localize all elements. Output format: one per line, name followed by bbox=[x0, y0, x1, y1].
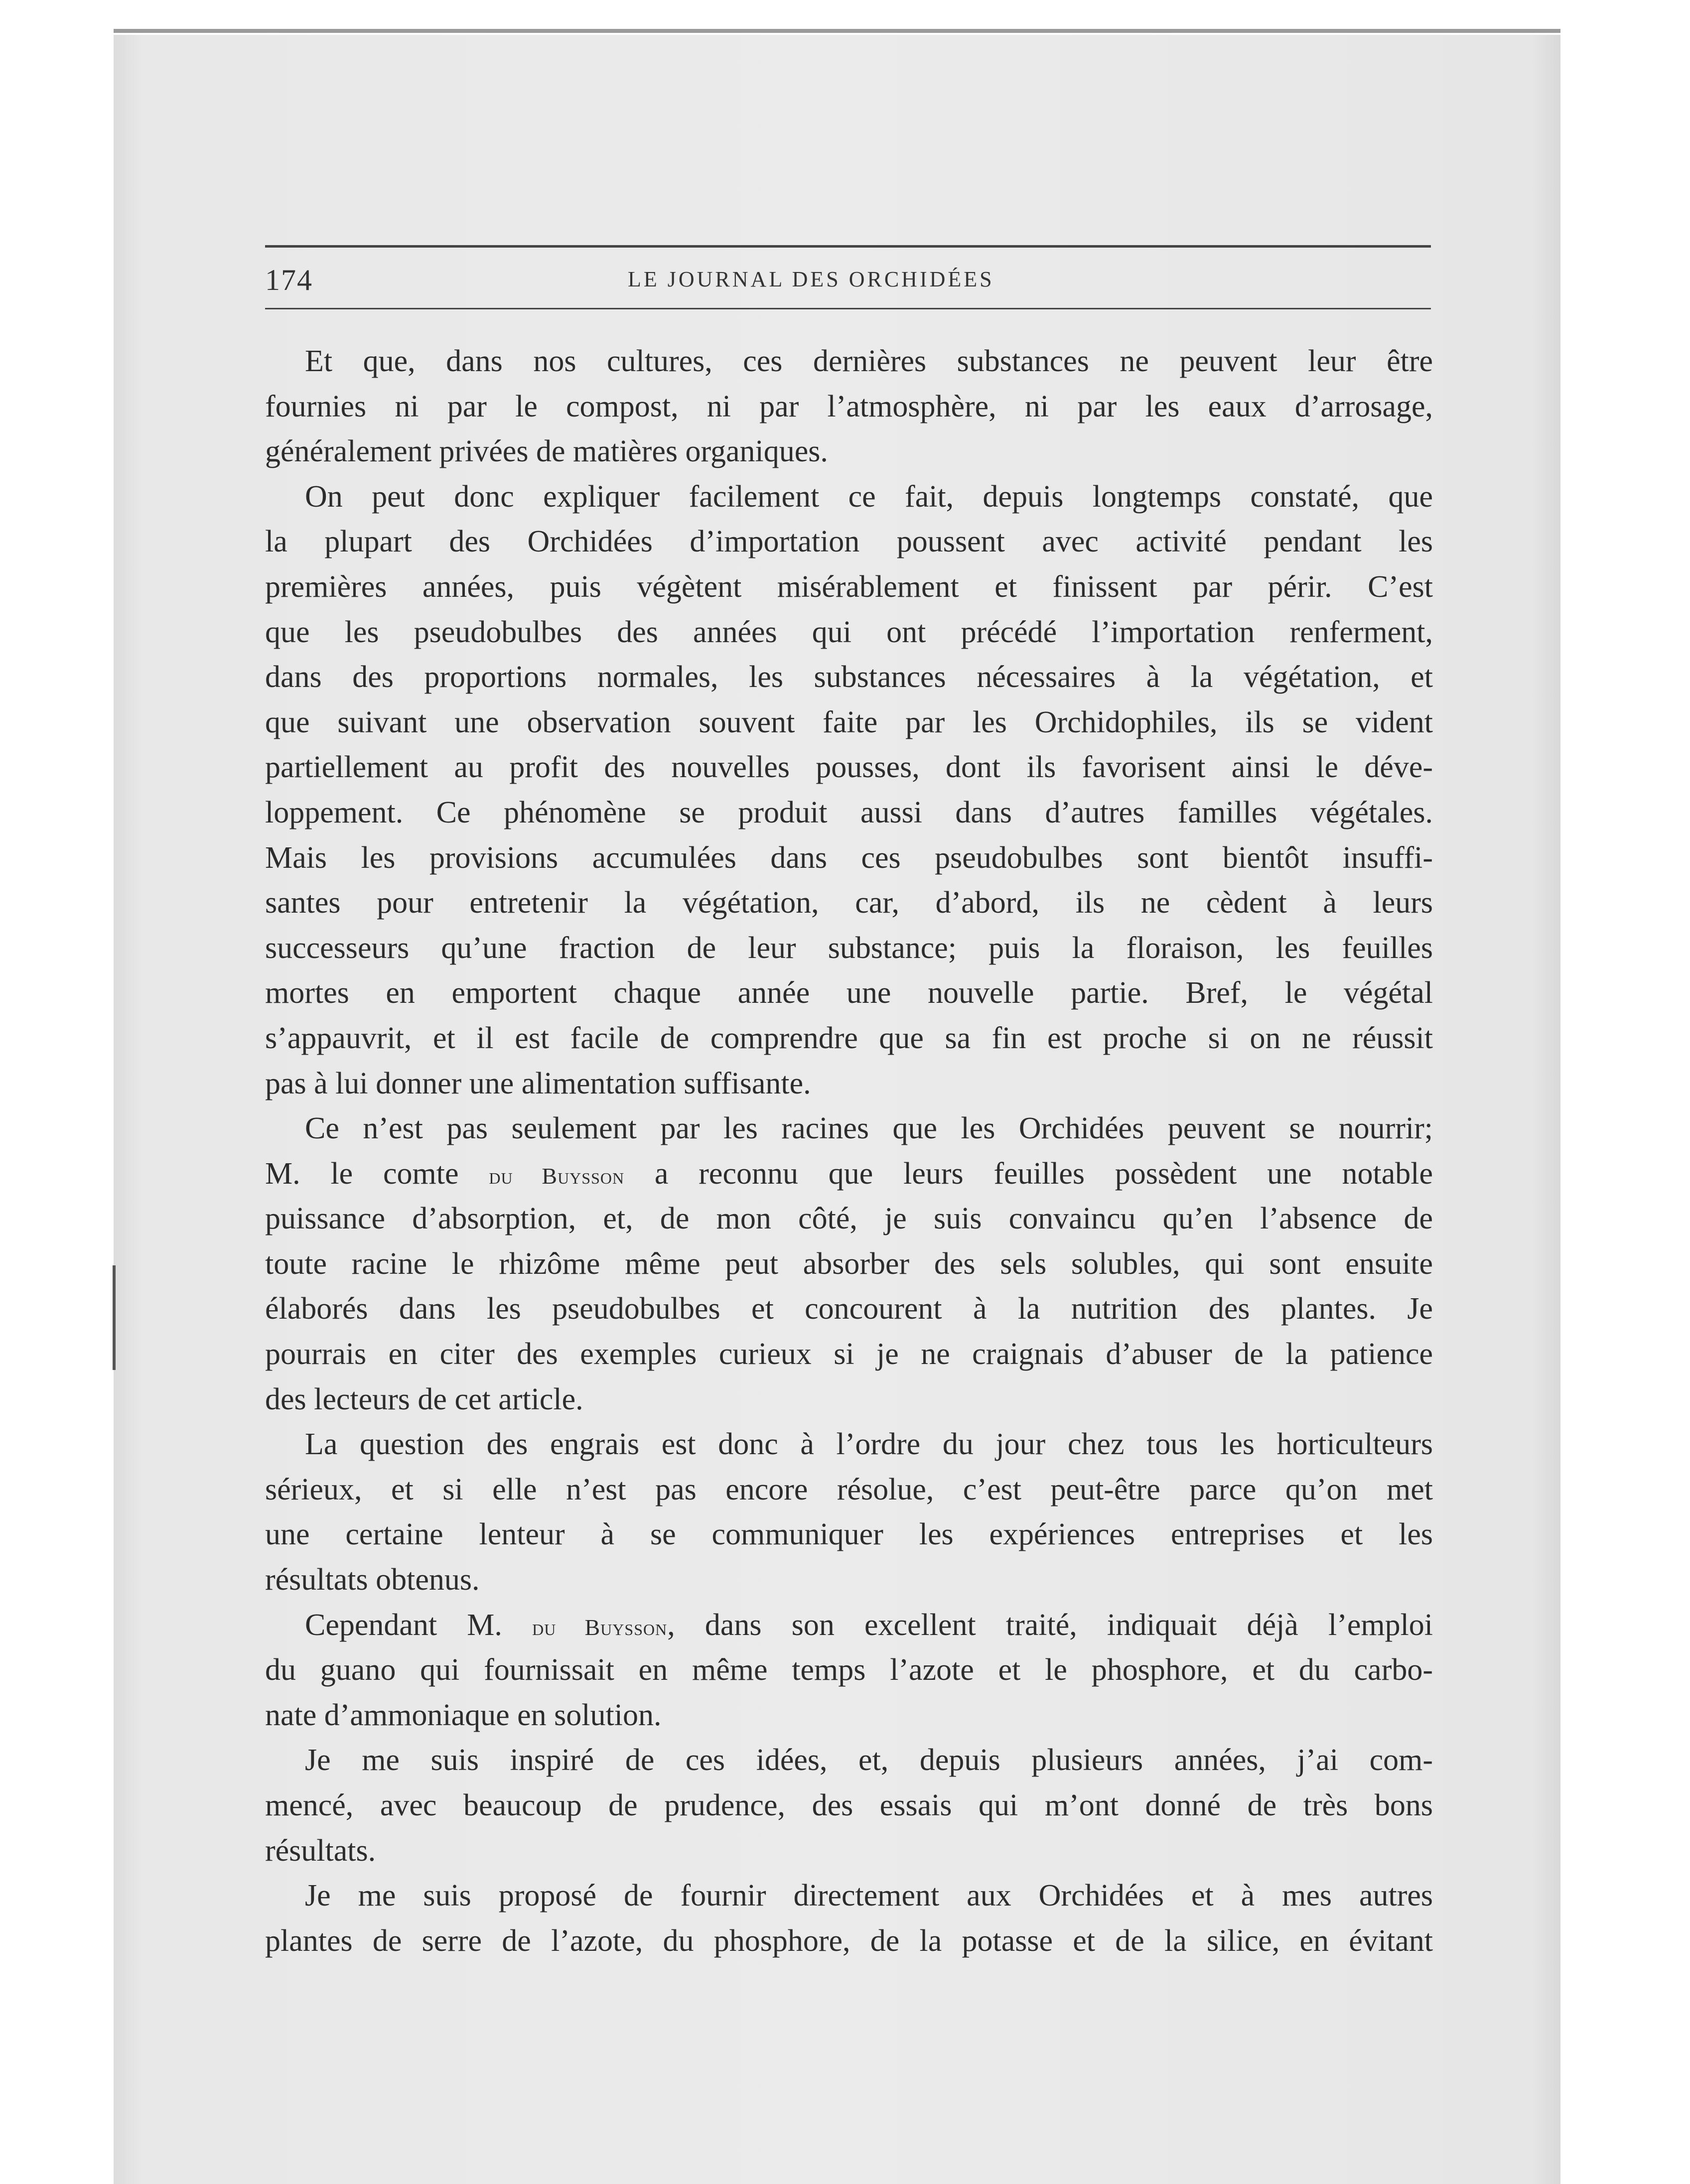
line-segment: Cependant M. bbox=[305, 1608, 533, 1642]
text-line: Et que, dans nos cultures, ces dernières substances ne peuvent leur être bbox=[305, 344, 1433, 378]
text-line: successeurs qu’une fraction de leur substance; puis la floraison, les feuilles bbox=[265, 931, 1433, 965]
text-line: On peut donc expliquer facilement ce fait, depuis longtemps constaté, que bbox=[305, 479, 1433, 514]
text-line: du guano qui fournissait en même temps l’azote et le phosphore, et du carbo- bbox=[265, 1653, 1433, 1687]
line-segment: , dans son excellent traité, indiquait déjà l’emploi bbox=[667, 1608, 1433, 1642]
scan-edge-mark bbox=[113, 1265, 116, 1370]
text-line: résultats obtenus. bbox=[265, 1563, 480, 1597]
line-segment: M. le comte bbox=[265, 1156, 489, 1191]
author-name-smallcaps: du Buysson bbox=[532, 1614, 668, 1640]
body-text bbox=[265, 339, 1433, 1963]
text-line: pourrais en citer des exemples curieux si je ne craignais d’abuser de la patience bbox=[265, 1337, 1433, 1371]
text-line: mortes en emportent chaque année une nouvelle partie. Bref, le végétal bbox=[265, 976, 1433, 1010]
text-line: sérieux, et si elle n’est pas encore résolue, c’est peut-être parce qu’on met bbox=[265, 1472, 1433, 1506]
text-line: élaborés dans les pseudobulbes et concourent à la nutrition des plantes. Je bbox=[265, 1292, 1433, 1326]
text-line: fournies ni par le compost, ni par l’atmosphère, ni par les eaux d’arrosage, bbox=[265, 389, 1433, 423]
line-segment: a reconnu que leurs feuilles possèdent une notable bbox=[624, 1156, 1433, 1191]
text-line: nate d’ammoniaque en solution. bbox=[265, 1698, 662, 1732]
text-line: une certaine lenteur à se communiquer les expériences entreprises et les bbox=[265, 1517, 1433, 1552]
author-name-smallcaps: du Buysson bbox=[489, 1163, 625, 1189]
text-line: Je me suis proposé de fournir directement aux Orchidées et à mes autres bbox=[305, 1879, 1433, 1913]
text-line: Ce n’est pas seulement par les racines que les Orchidées peuvent se nourrir; bbox=[305, 1111, 1433, 1146]
text-line: santes pour entretenir la végétation, car, d’abord, ils ne cèdent à leurs bbox=[265, 886, 1433, 920]
scan-top-edge bbox=[114, 29, 1560, 33]
text-line: La question des engrais est donc à l’ordre du jour chez tous les horticulteurs bbox=[305, 1427, 1433, 1462]
text-line: la plupart des Orchidées d’importation poussent avec activité pendant les bbox=[265, 525, 1433, 559]
text-line bbox=[265, 1603, 1433, 1648]
header-rule-bottom bbox=[265, 308, 1431, 309]
header-rule-top bbox=[265, 245, 1431, 248]
text-line: premières années, puis végètent misérablement et finissent par périr. C’est bbox=[265, 569, 1433, 604]
text-line: pas à lui donner une alimentation suffisante. bbox=[265, 1066, 811, 1100]
text-line: que les pseudobulbes des années qui ont précédé l’importation renferment, bbox=[265, 615, 1433, 649]
text-line: partiellement au profit des nouvelles pousses, dont ils favorisent ainsi le déve- bbox=[265, 750, 1433, 785]
text-line bbox=[265, 1151, 1433, 1197]
text-line: des lecteurs de cet article. bbox=[265, 1382, 583, 1416]
text-line: que suivant une observation souvent faite par les Orchidophiles, ils se vident bbox=[265, 705, 1433, 739]
text-line: Je me suis inspiré de ces idées, et, depuis plusieurs années, j’ai com- bbox=[305, 1743, 1433, 1777]
text-line: loppement. Ce phénomène se produit aussi dans d’autres familles végétales. bbox=[265, 795, 1433, 829]
text-line: dans des proportions normales, les substances nécessaires à la végétation, et bbox=[265, 660, 1433, 694]
page-number: 174 bbox=[265, 264, 313, 296]
text-line: s’appauvrit, et il est facile de comprendre que sa fin est proche si on ne réussit bbox=[265, 1021, 1433, 1055]
text-line: puissance d’absorption, et, de mon côté, je suis convaincu qu’en l’absence de bbox=[265, 1202, 1433, 1236]
running-title: LE JOURNAL DES ORCHIDÉES bbox=[628, 267, 994, 291]
text-line: plantes de serre de l’azote, du phosphore, de la potasse et de la silice, en évitant bbox=[265, 1923, 1433, 1958]
text-line: résultats. bbox=[265, 1833, 376, 1868]
text-line: mencé, avec beaucoup de prudence, des essais qui m’ont donné de très bons bbox=[265, 1788, 1433, 1822]
text-line: toute racine le rhizôme même peut absorber des sels solubles, qui sont ensuite bbox=[265, 1246, 1433, 1281]
text-line: Mais les provisions accumulées dans ces pseudobulbes sont bientôt insuffi- bbox=[265, 840, 1433, 875]
text-line: généralement privées de matières organiques. bbox=[265, 434, 828, 469]
